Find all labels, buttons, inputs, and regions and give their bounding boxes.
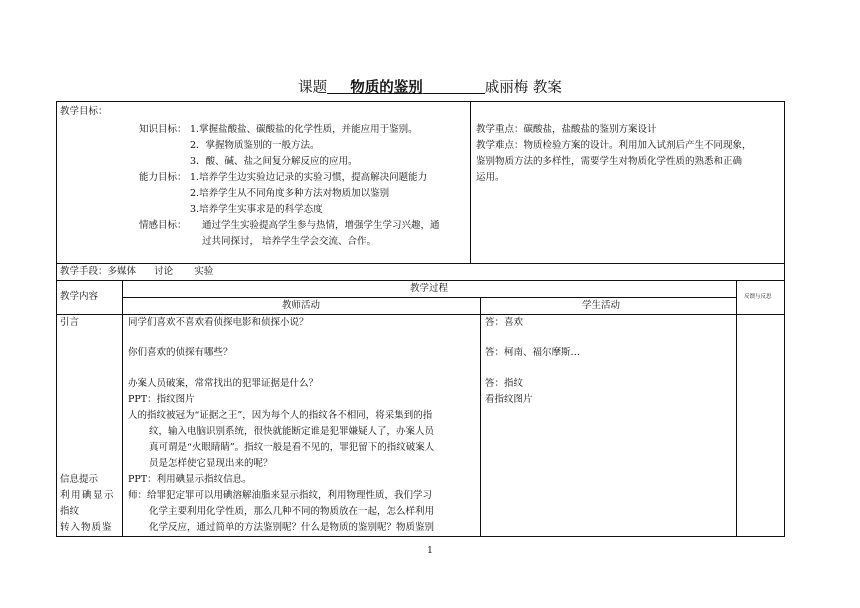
title-prefix: 课题	[298, 80, 328, 96]
content-item: 信息提示	[60, 474, 99, 485]
student-header: 学生活动	[582, 300, 621, 311]
col-divider-objectives	[470, 101, 471, 263]
content-item: 指纹	[60, 506, 80, 517]
ability-line: 3.培养学生实事求是的科学态度	[190, 204, 323, 215]
teacher-line: 员是怎样使它显现出来的呢？	[149, 458, 273, 469]
content-item: 转入物质鉴	[60, 522, 113, 533]
process-header: 教学过程	[410, 283, 449, 294]
teacher-line: 化学反应，通过简单的方法鉴别呢？什么是物质的鉴别呢？物质鉴别	[149, 522, 435, 533]
student-line: 答：喜欢	[485, 317, 524, 328]
doc-type: 教案	[532, 80, 562, 96]
ability-label: 能力目标：	[139, 172, 187, 183]
author-name: 戚丽梅	[484, 80, 529, 96]
col-divider-content	[122, 280, 123, 537]
page-number: 1	[427, 546, 433, 556]
difficulty-line: 鉴别物质方法的多样性，需要学生对物质化学性质的熟悉和正确	[476, 156, 743, 167]
emotion-line: 过共同探讨， 培养学生学会交流、合作。	[202, 236, 377, 247]
teacher-line: 化学主要利用化学性质，那么几种不同的物质放在一起，怎么样利用	[149, 506, 435, 517]
content-header: 教学内容	[60, 291, 99, 302]
col-divider-feedback	[736, 280, 737, 537]
lesson-title	[0, 76, 860, 97]
row-divider-header	[56, 314, 785, 315]
teacher-line: 办案人员破案，常常找出的犯罪证据是什么？	[128, 378, 319, 389]
knowledge-line: 3．酸、碱、盐之间复分解反应的应用。	[190, 156, 358, 167]
teacher-line: 人的指纹被冠为“证据之王”，因为每个人的指纹各不相同，将采集到的指	[128, 410, 433, 421]
objectives-heading: 教学目标：	[60, 106, 108, 117]
emotion-line: 通过学生实验提高学生参与热情，增强学生学习兴趣，通	[202, 220, 440, 231]
title-underline-lead	[327, 80, 350, 96]
knowledge-line: 2．掌握物质鉴别的一般方法。	[190, 140, 320, 151]
teacher-line: 同学们喜欢不喜欢看侦探电影和侦探小说？	[128, 317, 309, 328]
key-point: 教学重点：碳酸盐，盐酸盐的鉴别方案设计	[476, 124, 657, 135]
student-line: 答：柯南、福尔摩斯…	[485, 347, 581, 358]
teacher-header: 教师活动	[282, 300, 321, 311]
difficulty-line: 教学难点：物质检验方案的设计。利用加入试剂后产生不同现象，	[476, 140, 752, 151]
teacher-line: PPT：利用碘显示指纹信息。	[128, 474, 252, 485]
feedback-header: 反馈与反思	[744, 294, 772, 300]
row-divider-process	[122, 297, 736, 298]
content-item: 利用碘显示	[60, 490, 116, 501]
ability-line: 2.培养学生从不同角度多种方法对物质加以鉴别	[190, 188, 390, 199]
student-line: 答：指纹	[485, 378, 524, 389]
knowledge-line: 1.掌握盐酸盐、碳酸盐的化学性质，并能应用于鉴别。	[190, 124, 418, 135]
emotion-label: 情感目标：	[139, 220, 187, 231]
student-line: 看指纹图片	[485, 394, 533, 405]
teaching-means: 教学手段：多媒体 讨论 实验	[60, 266, 214, 277]
col-divider-student	[480, 297, 481, 537]
row-divider-means	[56, 280, 785, 281]
row-divider-objectives	[56, 263, 785, 264]
difficulty-line: 运用。	[476, 172, 505, 183]
title-underline-tail	[423, 79, 485, 94]
teacher-line: 你们喜欢的侦探有哪些？	[128, 347, 233, 358]
knowledge-label: 知识目标：	[139, 124, 187, 135]
lesson-topic: 物质的鉴别	[350, 79, 423, 96]
ability-line: 1.培养学生边实验边记录的实验习惯，提高解决问题能力	[190, 172, 428, 183]
teacher-line: 真可谓是“火眼睛睛”。指纹一般是看不见的，罪犯留下的指纹破案人	[149, 442, 435, 453]
teacher-line: 纹，输入电脑识别系统，很快就能断定谁是犯罪嫌疑人了，办案人员	[149, 426, 435, 437]
teacher-line: 师：给罪犯定罪可以用碘溶解油脂来显示指纹，利用物理性质，我们学习	[128, 490, 433, 501]
content-item: 引言	[60, 317, 80, 328]
teacher-line: PPT：指纹图片	[128, 394, 195, 405]
